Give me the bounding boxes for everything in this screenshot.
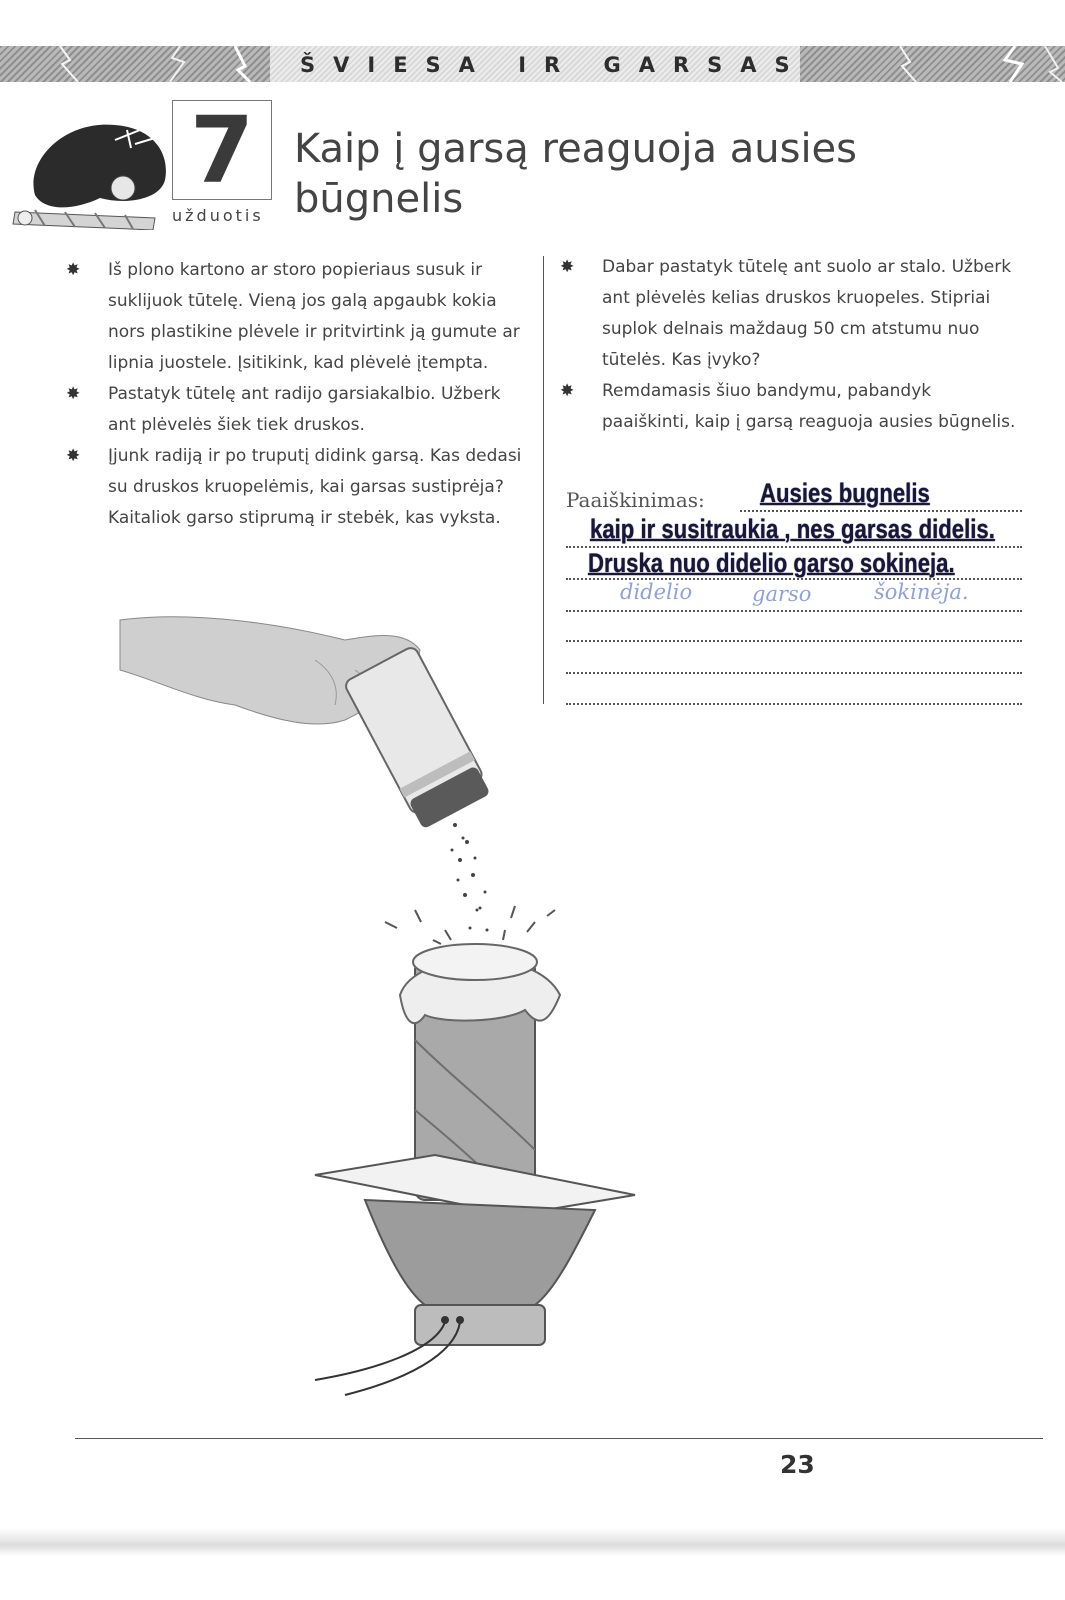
instruction-text: Remdamasis šiuo bandymu, pabandyk paaiškinti, kaip į garsą reaguoja ausies būgnelis. bbox=[602, 381, 1016, 432]
instruction-item bbox=[560, 376, 1020, 438]
sleeping-child-illustration bbox=[5, 100, 170, 230]
task-number-box bbox=[172, 97, 272, 204]
answer-line[interactable] bbox=[740, 510, 1022, 512]
footer-rule bbox=[75, 1438, 1043, 1439]
instruction-item bbox=[66, 255, 526, 379]
typed-answer-line: Ausies bugnelis bbox=[760, 478, 930, 508]
handwritten-word: didelio bbox=[620, 580, 693, 604]
handwritten-word: garso bbox=[752, 582, 812, 606]
bullet-star-icon: ✸ bbox=[560, 381, 575, 401]
page-title-line1: Kaip į garsą reaguoja ausies bbox=[294, 126, 858, 172]
typed-answer-line: Druska nuo didelio garso sokineja. bbox=[588, 548, 955, 578]
left-column bbox=[66, 255, 526, 534]
bullet-star-icon: ✸ bbox=[560, 257, 575, 277]
bullet-star-icon: ✸ bbox=[66, 446, 81, 466]
instruction-item bbox=[560, 252, 1020, 376]
bullet-star-icon: ✸ bbox=[66, 384, 81, 404]
lightning-bolt-icon bbox=[0, 46, 270, 82]
experiment-illustration bbox=[115, 610, 675, 1410]
page-title bbox=[294, 124, 994, 224]
instruction-text: Iš plono kartono ar storo popieriaus susuk ir suklijuok tūtelę. Vieną jos galą apgaubk kokia nors plastikine plėvele ir pritvirtink ją gumute ar lipnia juostele. Įsitikink, kad plėvelė įtempta. bbox=[108, 260, 520, 373]
instruction-text: Pastatyk tūtelę ant radijo garsiakalbio. Užberk ant plėvelės šiek tiek druskos. bbox=[108, 384, 501, 435]
lightning-bolt-icon bbox=[800, 46, 1065, 82]
answer-label: Paaiškinimas: bbox=[566, 488, 705, 512]
section-title: ŠVIESA IR GARSAS bbox=[300, 53, 808, 77]
page-number: 23 bbox=[780, 1450, 815, 1479]
typed-answer-line: kaip ir susitraukia , nes garsas didelis. bbox=[590, 514, 995, 544]
task-number: 7 bbox=[189, 97, 254, 204]
instruction-item bbox=[66, 379, 526, 441]
scan-edge bbox=[0, 1528, 1065, 1556]
instruction-item bbox=[66, 441, 526, 534]
bullet-star-icon: ✸ bbox=[66, 260, 81, 280]
right-column bbox=[560, 252, 1020, 438]
handwritten-word: šokinėja. bbox=[874, 580, 969, 604]
instruction-text: Dabar pastatyk tūtelę ant suolo ar stalo. Užberk ant plėvelės kelias druskos kruopeles. Stipriai suplok delnais maždaug 50 cm atstumu nuo tūtelės. Kas įvyko? bbox=[602, 257, 1012, 370]
instruction-text: Įjunk radiją ir po truputį didink garsą. Kas dedasi su druskos kruopelėmis, kai garsas sustiprėja? Kaitaliok garso stiprumą ir stebėk, kas vyksta. bbox=[108, 446, 522, 528]
task-label: užduotis bbox=[172, 206, 264, 225]
page-title-line2: būgnelis bbox=[294, 176, 464, 222]
